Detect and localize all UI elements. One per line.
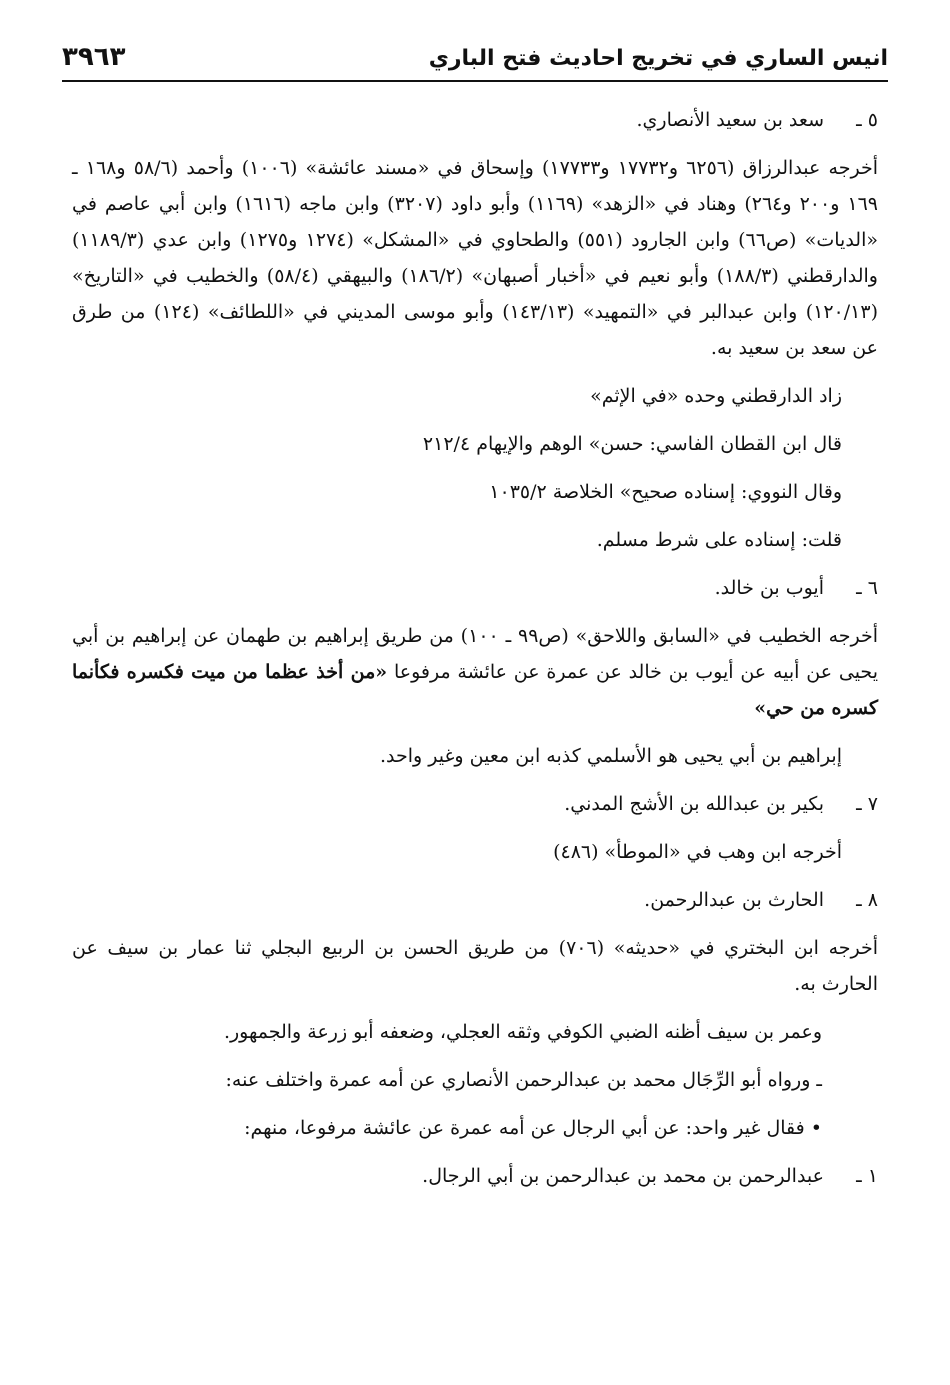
item-number: ٨ ـ <box>856 889 878 911</box>
paragraph: وعمر بن سيف أظنه الضبي الكوفي وثقه العجلي، وضعفه أبو زرعة والجمهور. <box>223 1021 822 1043</box>
paragraph: أخرجه ابن وهب في «الموطأ» (٤٨٦) <box>553 841 842 863</box>
paragraph: ـ ورواه أبو الرِّجَال محمد بن عبدالرحمن الأنصاري عن أمه عمرة واختلف عنه: <box>225 1069 822 1091</box>
list-item <box>72 570 878 606</box>
paragraph: قال ابن القطان الفاسي: حسن» الوهم والإيهام ٢١٢/٤ <box>422 433 842 455</box>
list-item <box>72 1158 878 1194</box>
item-heading: أيوب بن خالد. <box>714 577 824 599</box>
item-number: ٥ ـ <box>856 109 878 131</box>
page-number: ٣٩٦٣ <box>62 42 126 72</box>
paragraph: أخرجه عبدالرزاق (٦٢٥٦ و١٧٧٣٢ و١٧٧٣٣) وإسحاق في «مسند عائشة» (١٠٠٦) وأحمد (٥٨/٦ و١٦٨ ـ ١٦٩ و٢٠٠ و٢٦٤) وهناد في «الزهد» (١١٦٩) وأبو داود (٣٢٠٧) وابن ماجه (١٦١٦) وابن أبي عاصم في «الديات» (ص٦٦) وابن الجارود (٥٥١) والطحاوي في «المشكل» (١٢٧٤ و١٢٧٥) وابن عدي (١١٨٩/٣) والدارقطني (١٨٨/٣) وأبو نعيم في «أخبار أصبهان» (١٨٦/٢) والبيهقي (٥٨/٤) والخطيب في «التاريخ» (١٢٠/١٣) وابن عبدالبر في «التمهيد» (١٤٣/١٣) وأبو موسى المديني في «اللطائف» (١٢٤) من طرق عن سعد بن سعيد به. <box>72 157 879 359</box>
paragraph-text: أخرجه الخطيب في «السابق واللاحق» (ص٩٩ ـ ١٠٠) من طريق إبراهيم بن طهمان عن إبراهيم بن أبي يحيى عن أبيه عن أيوب بن خالد عن عمرة عن عائشة مرفوعا <box>72 625 879 683</box>
item-number: ٦ ـ <box>856 577 878 599</box>
item-heading: سعد بن سعيد الأنصاري. <box>636 109 824 131</box>
item-heading: عبدالرحمن بن محمد بن عبدالرحمن بن أبي الرجال. <box>422 1165 824 1187</box>
item-number: ١ ـ <box>856 1165 878 1187</box>
paragraph: • فقال غير واحد: عن أبي الرجال عن أمه عمرة عن عائشة مرفوعا، منهم: <box>244 1117 822 1139</box>
list-item <box>72 102 878 138</box>
item-heading: بكير بن عبدالله بن الأشج المدني. <box>564 793 824 815</box>
list-item <box>72 882 878 918</box>
paragraph <box>72 618 878 726</box>
paragraph: إبراهيم بن أبي يحيى هو الأسلمي كذبه ابن معين وغير واحد. <box>380 745 842 767</box>
item-heading: الحارث بن عبدالرحمن. <box>644 889 824 911</box>
hadith-text: «من أخذ عظما من ميت فكسره فكأنما كسره من حي» <box>72 661 878 719</box>
running-header <box>62 38 888 82</box>
item-number: ٧ ـ <box>856 793 878 815</box>
paragraph: أخرجه ابن البختري في «حديثه» (٧٠٦) من طريق الحسن بن الربيع البجلي ثنا عمار بن سيف عن الحارث به. <box>72 937 879 995</box>
paragraph: زاد الدارقطني وحده «في الإثم» <box>590 385 842 407</box>
list-item <box>72 786 878 822</box>
page-body <box>72 102 878 1206</box>
book-title: انيس الساري في تخريج احاديث فتح الباري <box>428 46 888 71</box>
paragraph: وقال النووي: إسناده صحيح» الخلاصة ١٠٣٥/٢ <box>489 481 842 503</box>
paragraph: قلت: إسناده على شرط مسلم. <box>596 529 842 551</box>
